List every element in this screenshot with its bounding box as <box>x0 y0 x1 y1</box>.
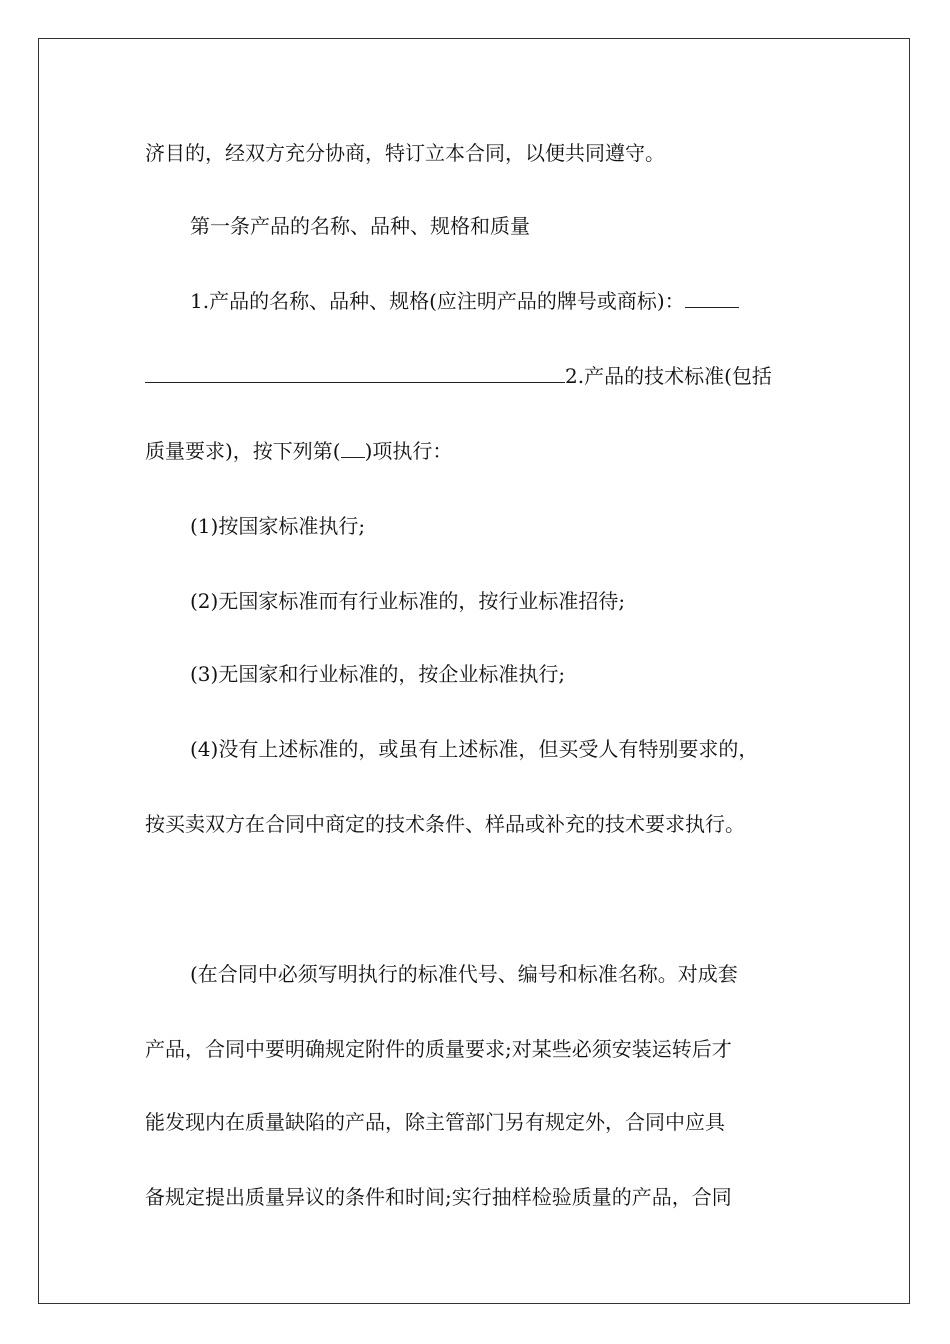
quality-req-part-b: )项执行： <box>364 439 453 463</box>
tech-standard-label: 2.产品的技术标准(包括 <box>565 364 772 388</box>
list-item-2: (2)无国家标准而有行业标准的，按行业标准招待; <box>190 589 626 613</box>
note-line-3: 能发现内在质量缺陷的产品，除主管部门另有规定外，合同中应具 <box>145 1110 725 1134</box>
quality-req-part-a: 质量要求)，按下列第( <box>145 439 341 463</box>
product-name-label: 1.产品的名称、品种、规格(应注明产品的牌号或商标)： <box>190 289 685 313</box>
article-heading: 第一条产品的名称、品种、规格和质量 <box>190 214 530 238</box>
list-item-3: (3)无国家和行业标准的，按企业标准执行; <box>190 662 566 686</box>
fill-blank-short <box>341 439 365 458</box>
fill-blank <box>685 289 739 308</box>
note-line-2: 产品，合同中要明确规定附件的质量要求;对某些必须安装运转后才 <box>145 1037 732 1061</box>
text-line-tech-standard <box>145 362 805 390</box>
text-line-continuation: 按买卖双方在合同中商定的技术条件、样品或补充的技术要求执行。 <box>145 812 745 836</box>
fill-blank-long <box>145 364 565 383</box>
list-item-1: (1)按国家标准执行; <box>190 514 366 538</box>
text-line-quality-req <box>145 437 805 465</box>
note-line-4: 备规定提出质量异议的条件和时间;实行抽样检验质量的产品，合同 <box>145 1185 732 1209</box>
note-line-1: (在合同中必须写明执行的标准代号、编号和标准名称。对成套 <box>190 962 738 986</box>
text-line-1: 济目的，经双方充分协商，特订立本合同，以便共同遵守。 <box>145 141 665 165</box>
list-item-4: (4)没有上述标准的，或虽有上述标准，但买受人有特别要求的， <box>190 737 759 761</box>
text-line-product-name <box>190 287 805 315</box>
